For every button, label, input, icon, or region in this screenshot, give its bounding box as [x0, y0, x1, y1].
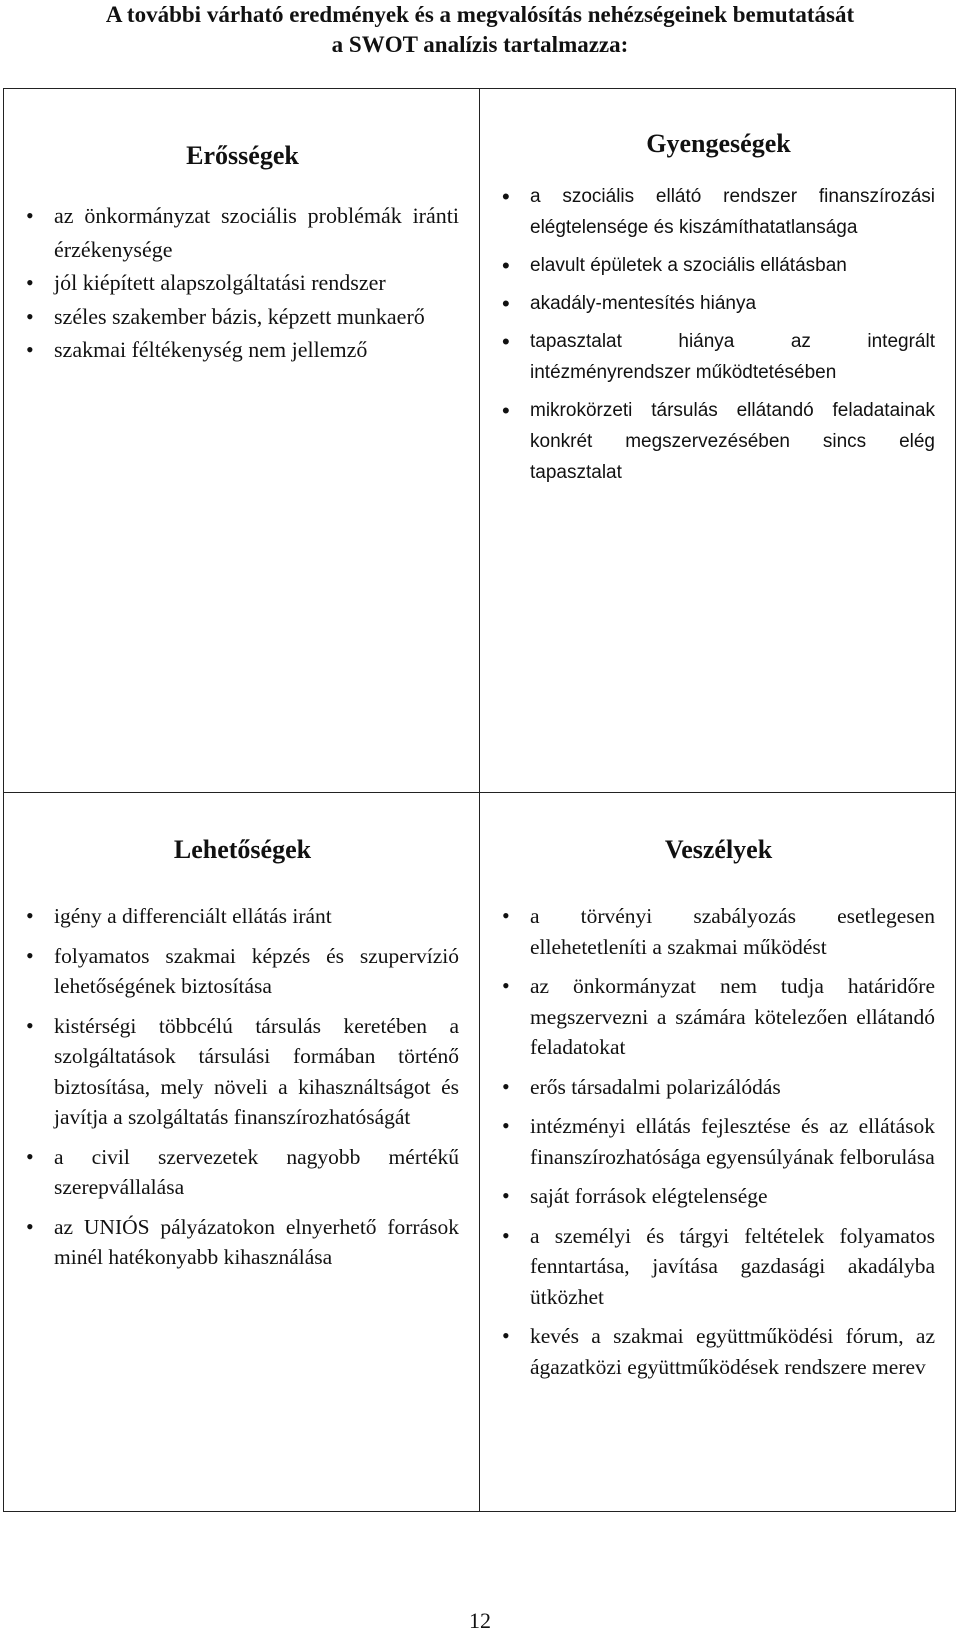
threats-cell: [480, 793, 956, 1512]
list-item: • tapasztalat hiánya az integrált intézményrendszer működtetésében: [502, 326, 935, 388]
page-number: 12: [469, 1608, 491, 1633]
list-item: • folyamatos szakmai képzés és szupervízió lehetőségének biztosítása: [26, 941, 459, 1002]
list-item: • az önkormányzat szociális problémák iránti érzékenysége: [26, 199, 459, 266]
opportunities-list: [26, 901, 459, 1273]
list-item: • a civil szervezetek nagyobb mértékű szerepvállalása: [26, 1142, 459, 1203]
list-item: • a szociális ellátó rendszer finanszírozási elégtelensége és kiszámíthatatlansága: [502, 181, 935, 243]
heading-line-2: a SWOT analízis tartalmazza:: [331, 32, 629, 57]
list-item: • a személyi és tárgyi feltételek folyamatos fenntartása, javítása gazdasági akadályba ütközhet: [502, 1221, 935, 1313]
list-item: • mikrokörzeti társulás ellátandó feladatainak konkrét megszervezésében sincs elég tapasztalat: [502, 395, 935, 488]
list-item: • elavult épületek a szociális ellátásban: [502, 250, 935, 281]
strengths-title: Erősségek: [186, 141, 299, 170]
list-item: • szakmai féltékenység nem jellemző: [26, 333, 459, 367]
list-item: • saját források elégtelensége: [502, 1181, 935, 1212]
list-item: • a törvényi szabályozás esetlegesen ellehetetleníti a szakmai működést: [502, 901, 935, 962]
list-item: • erős társadalmi polarizálódás: [502, 1072, 935, 1103]
threats-list: [502, 901, 935, 1382]
list-item: • az önkormányzat nem tudja határidőre megszervezni a számára kötelezően ellátandó feladatokat: [502, 971, 935, 1063]
list-item: • kevés a szakmai együttműködési fórum, az ágazatközi együttműködések rendszere merev: [502, 1321, 935, 1382]
heading-line-1: A további várható eredmények és a megvalósítás nehézségeinek bemutatását: [105, 2, 855, 27]
list-item: • intézményi ellátás fejlesztése és az ellátások finanszírozhatósága egyensúlyának felborulása: [502, 1111, 935, 1172]
weaknesses-list: [502, 181, 935, 488]
list-item: • jól kiépített alapszolgáltatási rendszer: [26, 266, 459, 300]
strengths-list: [26, 199, 459, 367]
opportunities-cell: [4, 793, 480, 1512]
list-item: • az UNIÓS pályázatokon elnyerhető források minél hatékonyabb kihasználása: [26, 1212, 459, 1273]
threats-title: Veszélyek: [664, 835, 773, 864]
opportunities-title: Lehetőségek: [173, 835, 312, 864]
strengths-cell: [4, 89, 480, 793]
list-item: • kistérségi többcélú társulás keretében a szolgáltatások társulási formában történő biztosítása, mely növeli a kihasználtságot és javítja a szolgáltatás finanszírozhatóságát: [26, 1011, 459, 1133]
list-item: • széles szakember bázis, képzett munkaerő: [26, 300, 459, 334]
weaknesses-title: Gyengeségek: [646, 129, 791, 158]
swot-table: [3, 88, 956, 1512]
list-item: • akadály-mentesítés hiánya: [502, 288, 935, 319]
list-item: • igény a differenciált ellátás iránt: [26, 901, 459, 932]
weaknesses-cell: [480, 89, 956, 793]
